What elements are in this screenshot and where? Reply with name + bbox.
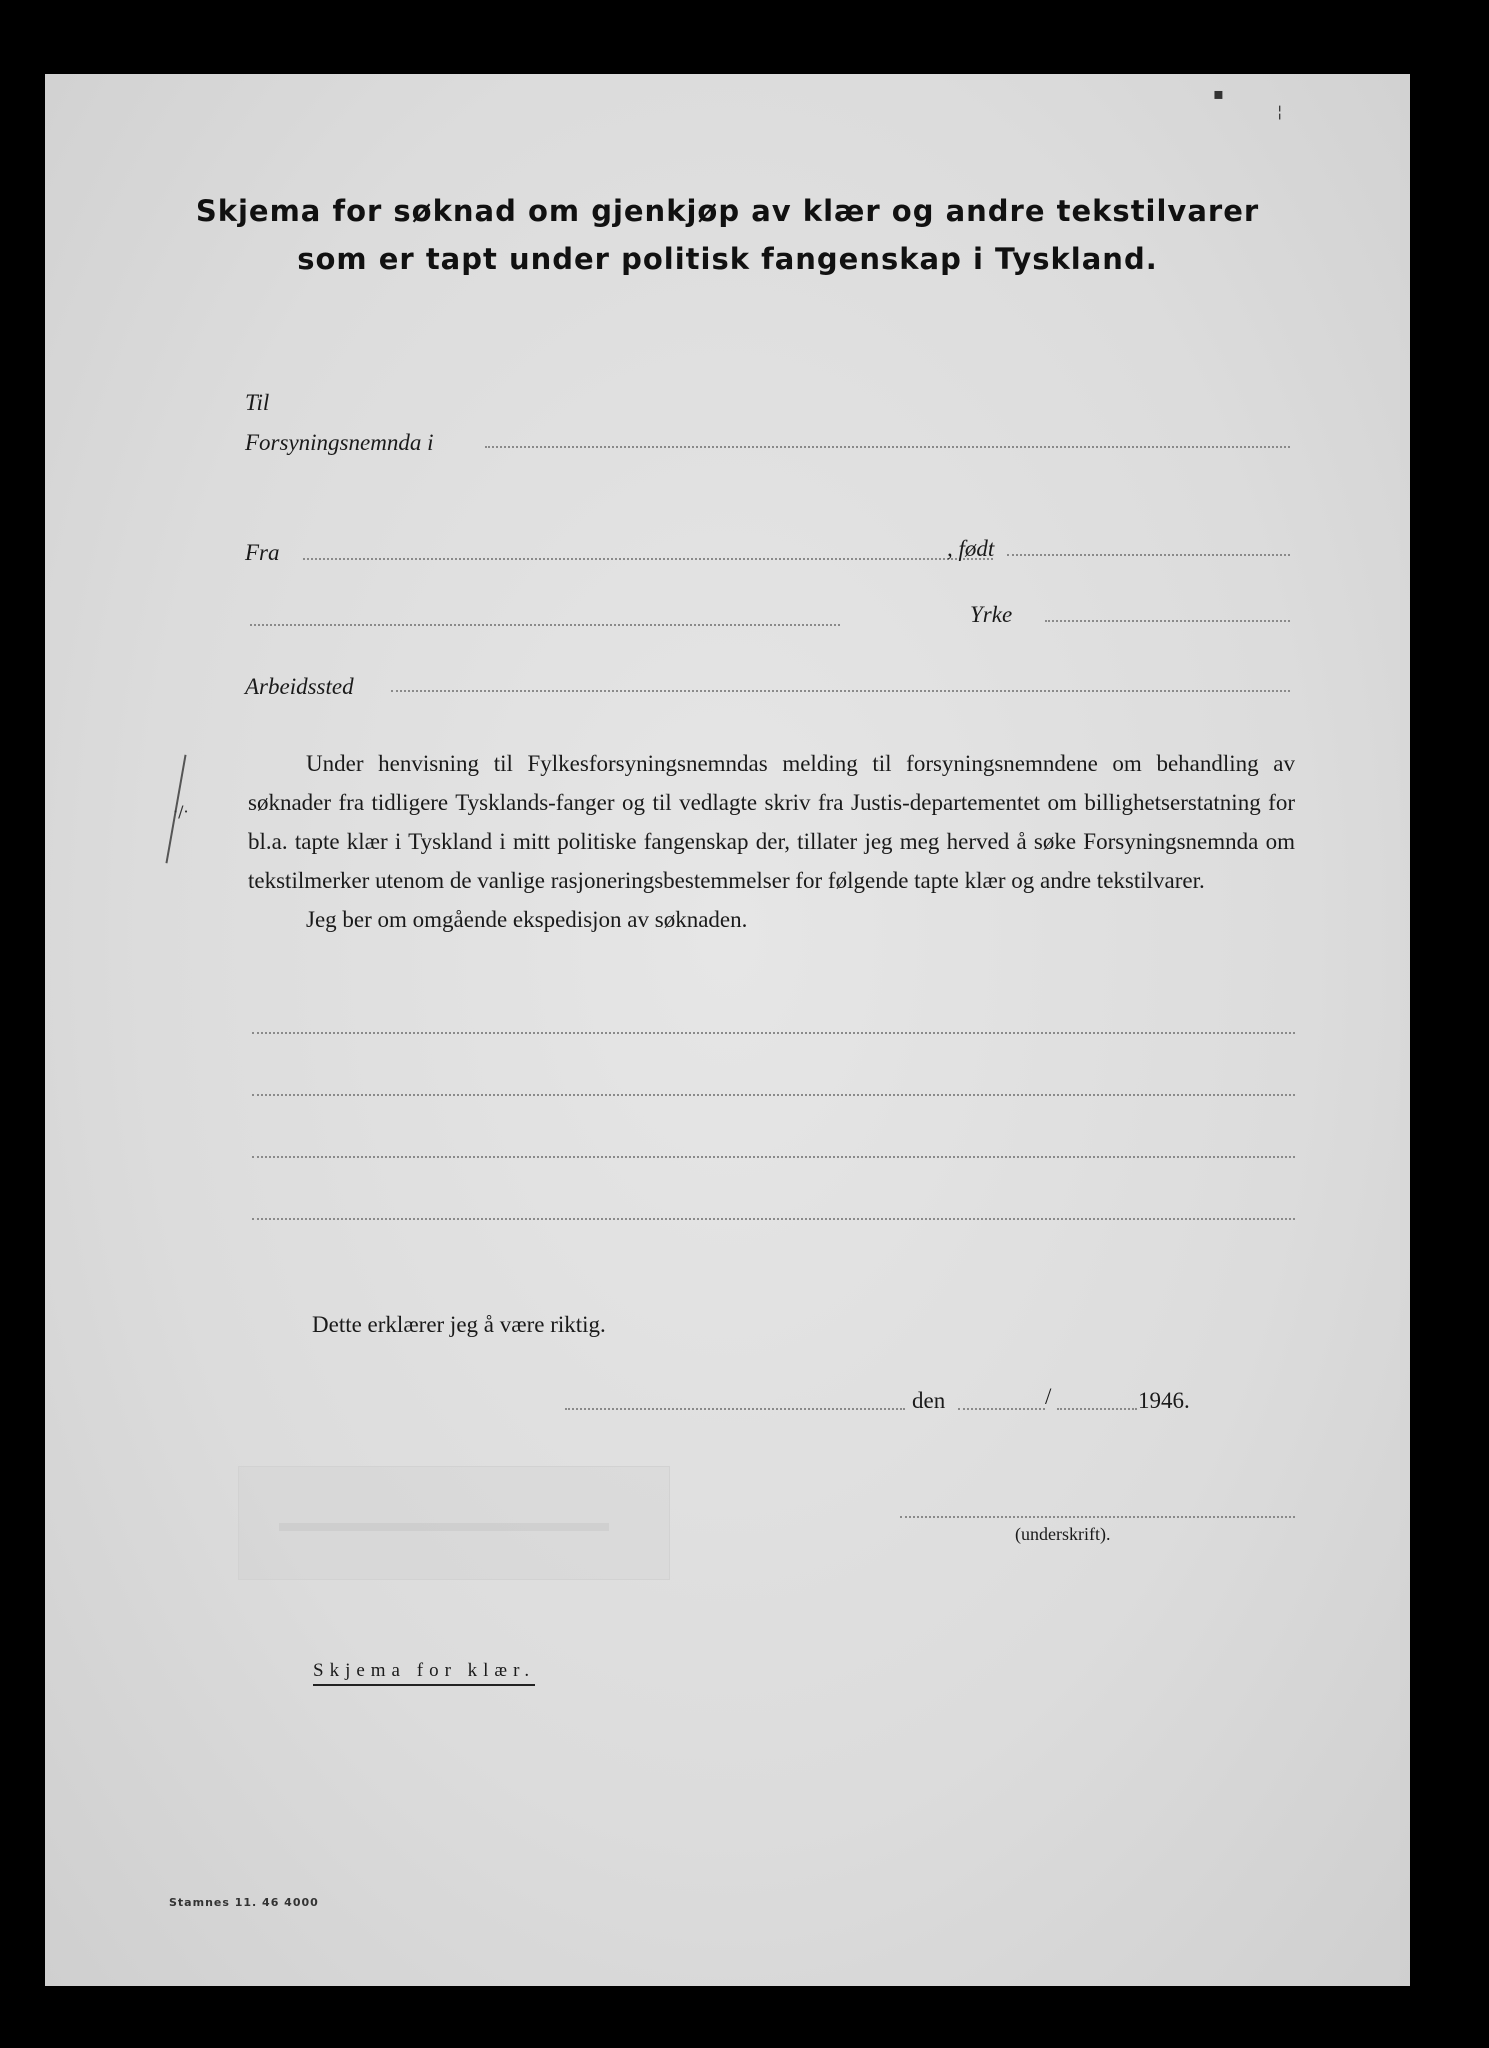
arbeidssted-field[interactable] xyxy=(391,690,1290,692)
printer-imprint: Stamnes 11. 46 4000 xyxy=(169,1896,319,1909)
label-til: Til xyxy=(245,390,270,415)
declaration-text: Dette erklærer jeg å være riktig. xyxy=(312,1312,606,1337)
label-underskrift: (underskrift). xyxy=(1015,1524,1111,1544)
year-text: 1946. xyxy=(1138,1388,1190,1413)
corner-mark-left: ▪ xyxy=(1213,84,1224,103)
day-field[interactable] xyxy=(958,1408,1045,1410)
yrke-field[interactable] xyxy=(1045,620,1290,622)
fodt-field[interactable] xyxy=(1007,554,1290,556)
label-fra: Fra xyxy=(245,540,280,565)
form-page xyxy=(45,74,1410,1986)
month-field[interactable] xyxy=(1057,1408,1137,1410)
form-name: Skjema for klær. xyxy=(313,1660,535,1686)
label-arbeidssted: Arbeidssted xyxy=(245,674,354,699)
date-slash: / xyxy=(1045,1384,1052,1409)
body-paragraph-2: Jeg ber om omgående ekspedisjon av søknaden. xyxy=(306,907,748,932)
item-line-2[interactable] xyxy=(252,1094,1295,1096)
item-line-1[interactable] xyxy=(252,1032,1295,1034)
application-body xyxy=(248,744,1295,939)
margin-dots: ·/· xyxy=(173,802,189,821)
label-den: den xyxy=(912,1388,946,1413)
item-line-4[interactable] xyxy=(252,1218,1295,1220)
corner-mark-right: ¦ xyxy=(1277,102,1283,121)
fra-field[interactable] xyxy=(303,558,993,560)
label-forsyningsnemnda: Forsyningsnemnda i xyxy=(245,430,434,455)
faded-stamp xyxy=(238,1466,670,1580)
signature-field[interactable] xyxy=(900,1516,1295,1518)
item-line-3[interactable] xyxy=(252,1156,1295,1158)
body-paragraph-1: Under henvisning til Fylkesforsyningsnemndas melding til forsyningsnemndene om behandling av søknader fra tidligere Tysklands-fanger og til vedlagte skriv fra Justis-departementet om billighetserstatning for bl.a. tapte klær i Tyskland i mitt politiske fangenskap der, tillater jeg meg herved å søke Forsyningsnemnda om tekstilmerker utenom de vanlige rasjoneringsbestemmelser for følgende tapte klær og andre tekstilvarer. xyxy=(248,751,1295,893)
faded-stamp-line xyxy=(279,1523,609,1531)
label-yrke: Yrke xyxy=(970,602,1013,627)
form-title-line-1: Skjema for søknad om gjenkjøp av klær og andre tekstilvarer xyxy=(195,194,1260,228)
forsyningsnemnda-field[interactable] xyxy=(485,446,1290,448)
label-fodt: , født xyxy=(947,536,995,561)
form-title-line-2: som er tapt under politisk fangenskap i Tyskland. xyxy=(297,242,1158,276)
address-field[interactable] xyxy=(250,624,840,626)
place-field[interactable] xyxy=(565,1408,905,1410)
